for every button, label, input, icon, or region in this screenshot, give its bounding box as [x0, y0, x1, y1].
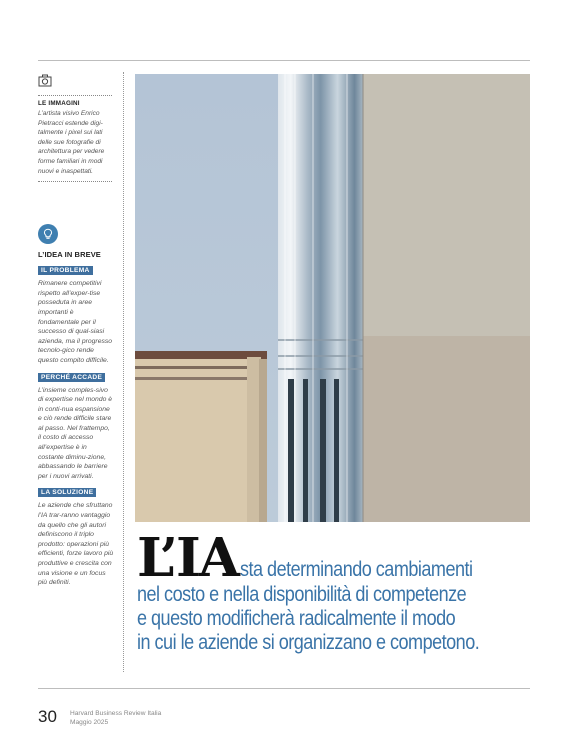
- section-tag: PERCHÉ ACCADE: [38, 373, 105, 382]
- headline-line-1: sta determinando cambiamenti: [239, 558, 473, 581]
- headline-line-4: in cui le aziende si organizzano e competono.: [137, 631, 480, 654]
- headline-big-ia: L’IA: [137, 527, 238, 589]
- idea-header: [38, 224, 114, 259]
- section-text: Rimanere competitivi rispetto all’exper-tise posseduta in aree importanti è fondamentale per il successo di qual-siasi azienda, ma il progresso tecnolo-gico rende questo compito difficile.: [38, 280, 113, 364]
- page-number: 30: [38, 707, 57, 726]
- section-text: Le aziende che sfruttano l’IA trar-ranno vantaggio da quello che gli autori definiscono il triplo prodotto: operazioni più efficienti, forze lavoro più produttive e crescita con una visione e un focus più definiti.: [38, 502, 114, 587]
- idea-title: L’IDEA IN BREVE: [38, 250, 101, 260]
- top-rule: [38, 60, 530, 61]
- publication-name: Harvard Business Review Italia: [70, 710, 162, 717]
- section-why: [38, 366, 114, 482]
- section-problem: [38, 259, 114, 365]
- column-divider: [123, 72, 124, 672]
- section-tag: IL PROBLEMA: [38, 266, 93, 275]
- section-text: L’insieme comples-sivo di expertise nel mondo è in conti-nua espansione e ciò rende difficile stare al passo. Nel frattempo, il costo di accesso all’expertise è in costante diminu-zione, abbassando le barriere per i nuovi arrivati.: [38, 386, 113, 480]
- section-solution: [38, 481, 114, 587]
- section-tag: LA SOLUZIONE: [38, 488, 96, 497]
- headline-line-3: e questo modificherà radicalmente il modo: [137, 607, 456, 630]
- headline-line-2: nel costo e nella disponibilità di competenze: [137, 583, 467, 606]
- sidebar: [38, 73, 114, 588]
- publication-info: [70, 709, 161, 727]
- architecture-photo: [135, 74, 530, 522]
- camera-icon: [38, 73, 52, 87]
- images-caption: L’artista visivo Enrico Pietracci estende digi-talmente i pixel sui lati delle sue fotografie di architettura per vedere forme familiari in modi nuovi e inaspettati.: [38, 110, 105, 175]
- headline: [137, 527, 537, 655]
- images-title: LE IMMAGINI: [38, 100, 80, 107]
- lightbulb-icon: [38, 224, 58, 244]
- bottom-rule: [38, 688, 530, 689]
- issue-date: Maggio 2025: [70, 719, 109, 726]
- divider: [38, 181, 112, 182]
- divider: [38, 95, 112, 96]
